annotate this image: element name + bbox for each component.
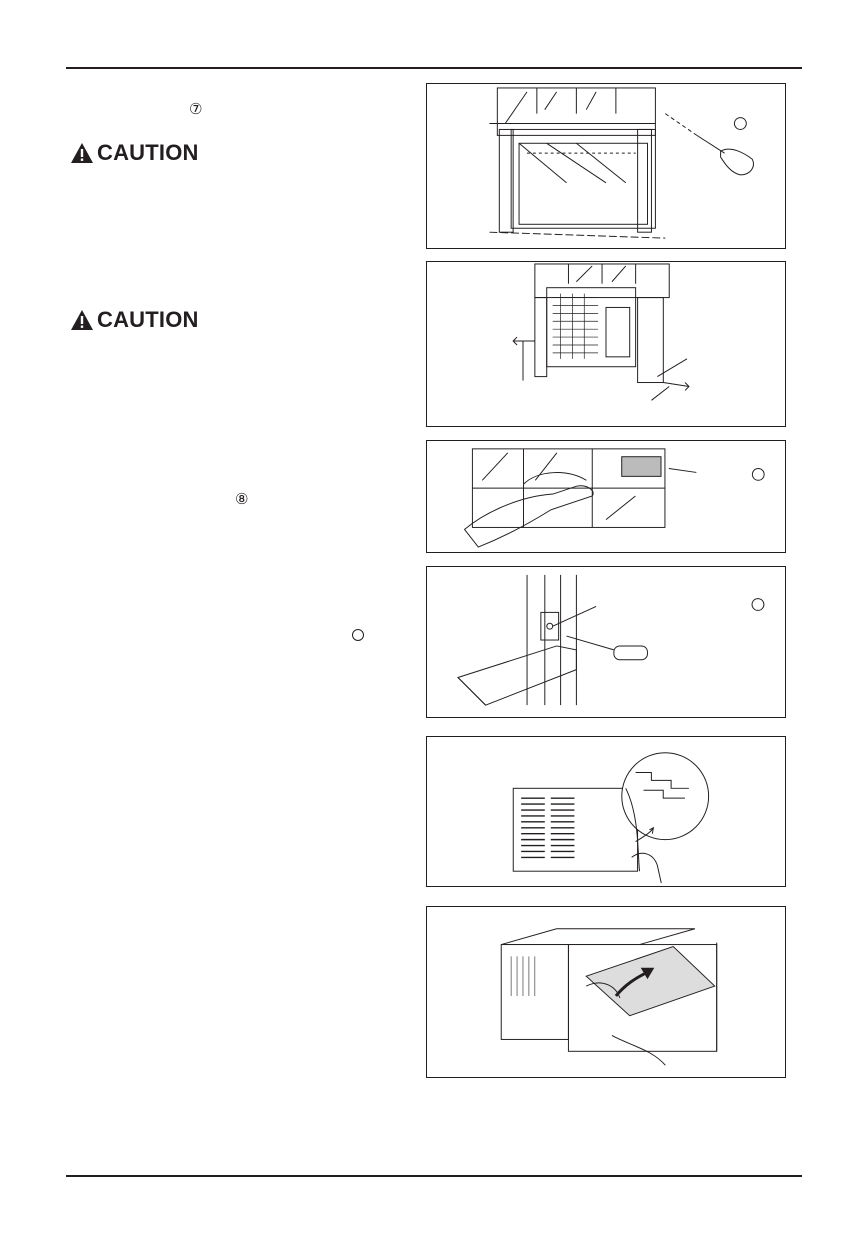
warning-triangle-icon: [70, 142, 94, 164]
figure-attach-locking-bracket: [426, 566, 786, 718]
part-reference-circle: [352, 629, 364, 641]
step-marker-7: ⑦: [189, 100, 203, 118]
figure-fit-foam-strip: [426, 440, 786, 553]
caution-label: CAUTION: [97, 307, 199, 332]
warning-triangle-icon: [70, 309, 94, 331]
unit-in-window-illustration: [427, 262, 785, 426]
step-marker-8: ⑧: [235, 490, 249, 508]
figure-screw-frame-to-sash: [426, 83, 786, 249]
foam-strip-illustration: [427, 441, 785, 552]
front-grille-illustration: [427, 737, 785, 886]
footer-rule: [66, 1175, 802, 1177]
window-frame-illustration: [427, 84, 785, 248]
header-rule: [66, 67, 802, 69]
caution-heading-1: [70, 141, 199, 165]
figure-extend-side-panels: [426, 261, 786, 427]
figure-slide-unit-into-cabinet: [426, 906, 786, 1078]
caution-label: CAUTION: [97, 140, 199, 165]
unit-cabinet-illustration: [427, 907, 785, 1077]
figure-remove-front-grille: [426, 736, 786, 887]
caution-heading-2: [70, 308, 199, 332]
locking-bracket-illustration: [427, 567, 785, 717]
